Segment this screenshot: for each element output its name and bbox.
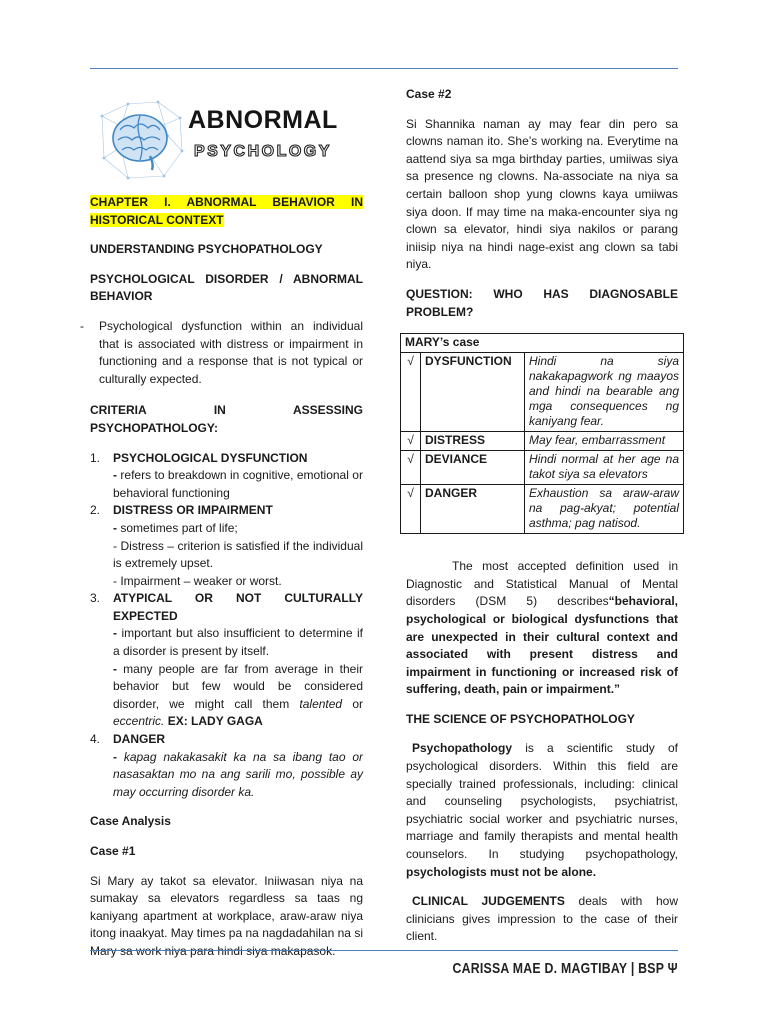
description-cell: Hindi na siya nakakapagwork ng maayos and hindi na bearable ang mga consequences ng kaniyang fear. — [525, 353, 684, 432]
criterion-note: - kapag nakakasakit ka na sa ibang tao or nasasaktan mo na ang sarili mo, possible ay may occurring disorder ka. — [113, 749, 363, 799]
talented-word: talented — [299, 696, 343, 711]
distress-note: - Distress – criterion is satisfied if the individual is extremely upset. — [113, 538, 363, 571]
criterion-item — [90, 590, 363, 731]
check-mark: √ — [401, 451, 421, 485]
description-cell: Hindi normal at her age na takot siya sa elevators — [525, 451, 684, 485]
eccentric-word: eccentric. — [113, 714, 165, 729]
question-heading: QUESTION: WHO HAS DIAGNOSABLE PROBLEM? — [406, 286, 678, 319]
definition-text: Psychological dysfunction within an individual that is associated with distress or impairment in functioning and a response that is not typical or culturally expected. — [99, 318, 363, 386]
criteria-list — [90, 450, 363, 802]
psychopathology-paragraph — [406, 740, 678, 881]
criterion-title: PSYCHOLOGICAL DYSFUNCTION — [113, 450, 308, 465]
logo-subtitle: PSYCHOLOGY — [194, 143, 332, 160]
mary-case-table — [400, 333, 684, 534]
case2-text: Si Shannika naman ay may fear din pero sa clowns naman ito. She’s working na. Everytime na aattend siya sa mga birthday parties, umiiwas siya sa presence ng clowns. Na-associate na niya sa certain balloon shop yung clowns kaya umiiwas siya doon. If may time na maka-encounter siya ng clown sa elevator, hindi siya nakilos or parang iniisip niya na hindi nage-exist ang clown sa tabi niya. — [406, 116, 678, 272]
psychologists-note: psychologists must not be alone. — [406, 864, 597, 879]
criterion-note: - refers to breakdown in cognitive, emotional or behavioral functioning — [113, 468, 363, 500]
chapter-title-text: CHAPTER I. ABNORMAL BEHAVIOR IN HISTORICAL CONTEXT — [90, 195, 363, 227]
description-cell: May fear, embarrassment — [525, 432, 684, 451]
footer-author: CARISSA MAE D. MAGTIBAY | BSP Ψ — [452, 960, 678, 977]
impairment-note: - Impairment – weaker or worst. — [113, 573, 282, 588]
case1-text: Si Mary ay takot sa elevator. Iniiwasan niya na sumakay sa elevators regardless sa taas ng kaniyang apartment at workplace, araw-araw niya itong inaakyat. May times pa na nagdadahilan na si — [90, 873, 363, 941]
criterion-item — [90, 731, 363, 801]
check-mark: √ — [401, 485, 421, 534]
clinical-paragraph — [406, 893, 678, 946]
disorder-heading: PSYCHOLOGICAL DISORDER / ABNORMAL BEHAVIOR — [90, 271, 363, 304]
criterion-cell: DYSFUNCTION — [421, 353, 525, 432]
logo-title: ABNORMAL — [188, 106, 338, 134]
understanding-heading: UNDERSTANDING PSYCHOPATHOLOGY — [90, 242, 323, 257]
criterion-item — [90, 450, 363, 503]
table-row — [401, 432, 684, 451]
dsm-paragraph — [406, 558, 678, 699]
criterion-title: ATYPICAL OR NOT CULTURALLY EXPECTED — [113, 591, 363, 623]
psychopathology-term: Psychopathology — [412, 741, 513, 756]
footer-rule — [90, 950, 678, 951]
case1-heading: Case #1 — [90, 844, 136, 858]
header-rule — [90, 68, 678, 69]
criterion-number: 1. — [90, 450, 101, 465]
chapter-title — [90, 194, 363, 229]
criterion-title: DANGER — [113, 732, 166, 747]
table-header: MARY’s case — [401, 334, 684, 353]
criterion-cell: DISTRESS — [421, 432, 525, 451]
left-column — [80, 86, 363, 973]
criterion-note: - important but also insufficient to determine if a disorder is present by itself. — [113, 626, 363, 659]
case2-heading: Case #2 — [406, 87, 452, 101]
criterion-cell: DEVIANCE — [421, 451, 525, 485]
check-mark: √ — [401, 353, 421, 432]
bullet-dash: - — [80, 318, 84, 333]
brain-network-icon — [98, 96, 184, 182]
criterion-title: DISTRESS OR IMPAIRMENT — [113, 503, 273, 518]
case-analysis-heading: Case Analysis — [90, 814, 171, 829]
science-heading: THE SCIENCE OF PSYCHOPATHOLOGY — [406, 711, 635, 726]
criterion-number: 4. — [90, 732, 101, 747]
criterion-item — [90, 502, 363, 590]
table-row — [401, 451, 684, 485]
definition-bullet — [80, 318, 363, 388]
criterion-example-note: - many people are far from average in their behavior but few would be considered disorder, we might call them talented or eccentric. EX: LADY GAGA — [113, 661, 363, 729]
table-row — [401, 353, 684, 432]
psychopathology-text: is a scientific study of psychological disorders. Within this field are specially trained professionals, including: clinical and counseling psychologists, psychiatrist, psychiatric social worker and psychiatric nurses, marriage and family therapists and mental health counselors. In studying psychopathology, — [406, 741, 678, 862]
criteria-heading: CRITERIA IN ASSESSING PSYCHOPATHOLOGY: — [90, 403, 363, 435]
criterion-number: 3. — [90, 591, 101, 606]
dsm-intro: The most accepted definition used in Diagnostic and Statistical Manual of Mental disorders (DSM 5) describes — [406, 559, 678, 609]
check-mark: √ — [401, 432, 421, 451]
criterion-cell: DANGER — [421, 485, 525, 534]
clinical-term: CLINICAL JUDGEMENTS — [412, 894, 565, 909]
table-row — [401, 485, 684, 534]
clinical-text: deals with how clinicians gives impression to the case of their client. — [406, 894, 678, 944]
dsm-quote: “behavioral, psychological or biological dysfunctions that are unexpected in their cultural context and associated with present distress and impairment in functioning or increased risk of suffering, death, pain or impairment.” — [406, 594, 678, 697]
criterion-number: 2. — [90, 503, 101, 518]
right-column — [406, 86, 678, 958]
logo — [90, 92, 363, 184]
criterion-note: - sometimes part of life; — [113, 520, 238, 535]
description-cell: Exhaustion sa araw-araw na pag-akyat; potential asthma; pag natisod. — [525, 485, 684, 534]
example-text: EX: LADY GAGA — [167, 714, 263, 729]
